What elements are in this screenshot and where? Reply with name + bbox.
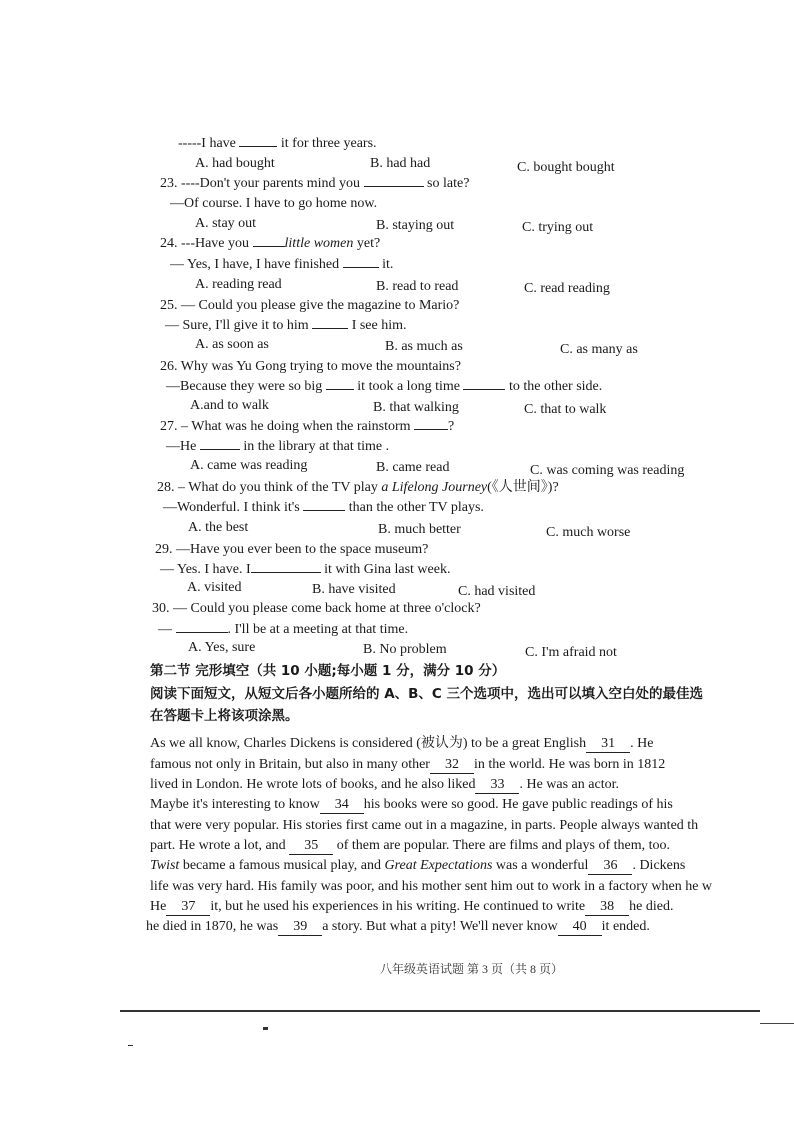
- answer-blank[interactable]: [176, 632, 228, 633]
- cloze-blank[interactable]: 35: [289, 838, 333, 855]
- scan-speck: [263, 1027, 268, 1030]
- text: — Yes, I have, I have finished: [170, 257, 343, 272]
- text: — Sure, I'll give it to him: [165, 318, 313, 333]
- answer-line: [170, 257, 393, 273]
- text: to the other side.: [505, 379, 603, 394]
- cloze-blank[interactable]: 32: [430, 757, 474, 774]
- text: I see him.: [348, 318, 407, 333]
- answer-blank[interactable]: [326, 389, 354, 390]
- question-27: [160, 419, 454, 435]
- option-c: C. that to walk: [524, 402, 607, 417]
- text: —He: [166, 439, 200, 454]
- question-number: 27.: [160, 419, 178, 434]
- text: —: [158, 622, 176, 637]
- question-number: 30.: [152, 601, 170, 616]
- passage-line: [150, 797, 673, 814]
- question-24: [160, 236, 380, 252]
- passage-text: it ended.: [601, 919, 650, 934]
- text: it.: [378, 257, 394, 272]
- passage-line: [146, 919, 650, 936]
- book-title: little women: [284, 236, 354, 251]
- cloze-blank[interactable]: 37: [166, 899, 210, 916]
- question-number: 26.: [160, 359, 178, 374]
- question-number: 29.: [155, 542, 173, 557]
- option-a: A. as soon as: [195, 337, 269, 352]
- passage-text: became a famous musical play, and: [179, 858, 385, 873]
- passage-line: [150, 777, 619, 794]
- option-c: C. read reading: [524, 281, 610, 296]
- passage-text: his books were so good. He gave public readings of his: [363, 797, 673, 812]
- section-title: 第二节 完形填空（共 10 小题;每小题 1 分，满分 10 分）: [150, 663, 506, 679]
- cloze-blank[interactable]: 34: [320, 797, 364, 814]
- question-text: — Could you please give the magazine to Mario?: [181, 298, 460, 313]
- passage-line: [150, 879, 712, 895]
- passage-line: [150, 736, 653, 753]
- passage-text: part. He wrote a lot, and: [150, 838, 290, 853]
- passage-text: he died.: [629, 899, 674, 914]
- scan-speck: [128, 1045, 133, 1046]
- cloze-blank[interactable]: 40: [558, 919, 602, 936]
- passage-text: in the world. He was born in 1812: [473, 757, 666, 772]
- question-text: ---Have you: [181, 236, 253, 251]
- answer-line: [166, 379, 602, 395]
- divider-line: [760, 1023, 794, 1024]
- passage-text: As we all know, Charles Dickens is considered (被认为) to be a great English: [150, 736, 587, 751]
- option-b: B. had had: [370, 156, 431, 171]
- question-text: so late?: [423, 176, 470, 191]
- question-23: [160, 176, 469, 192]
- passage-text: Maybe it's interesting to know: [150, 797, 320, 812]
- cloze-blank[interactable]: 38: [585, 899, 629, 916]
- answer-blank[interactable]: [200, 449, 240, 450]
- text: . I'll be at a meeting at that time.: [227, 622, 409, 637]
- work-title: Twist: [150, 858, 180, 873]
- section-instruction: 在答题卡上将该项涂黑。: [150, 708, 299, 724]
- text: it with Gina last week.: [320, 562, 451, 577]
- option-c: C. bought bought: [517, 160, 615, 175]
- text: —Because they were so big: [166, 379, 326, 394]
- option-a: A. Yes, sure: [188, 640, 256, 655]
- passage-text: a story. But what a pity! We'll never know: [322, 919, 558, 934]
- text: -----I have: [178, 136, 240, 151]
- option-a: A. visited: [187, 580, 242, 595]
- answer-blank[interactable]: [239, 146, 277, 147]
- answer-blank[interactable]: [312, 328, 348, 329]
- option-c: C. I'm afraid not: [525, 645, 617, 660]
- question-25: [160, 298, 459, 314]
- answer-line: [165, 318, 407, 334]
- option-a: A. reading read: [195, 277, 282, 292]
- passage-line: [150, 858, 685, 875]
- passage-text: was a wonderful: [492, 858, 589, 873]
- question-29: [155, 542, 428, 558]
- question-28: [157, 480, 559, 496]
- section-instruction: 阅读下面短文，从短文后各小题所给的 A、B、C 三个选项中，选出可以填入空白处的最佳选: [150, 686, 704, 702]
- question-text: —Have you ever been to the space museum?: [176, 542, 429, 557]
- answer-blank[interactable]: [463, 389, 505, 390]
- passage-line: [150, 838, 670, 855]
- answer-line: [166, 439, 389, 455]
- passage-text: it, but he used his experiences in his writing. He continued to write: [210, 899, 586, 914]
- answer-line: [163, 500, 484, 516]
- divider-line: [120, 1010, 760, 1012]
- option-c: C. trying out: [522, 220, 594, 235]
- page-footer: 八年级英语试题 第 3 页（共 8 页）: [380, 962, 564, 976]
- question-text: ?: [448, 419, 455, 434]
- cloze-blank[interactable]: 33: [475, 777, 519, 794]
- option-b: B. as much as: [385, 339, 463, 354]
- text: in the library at that time .: [239, 439, 390, 454]
- option-c: C. had visited: [458, 584, 536, 599]
- answer-blank[interactable]: [343, 267, 379, 268]
- question-30: [152, 601, 481, 617]
- passage-text: that were very popular. His stories first came out in a magazine, in parts. People always wanted th: [150, 818, 699, 833]
- option-b: B. have visited: [312, 582, 396, 597]
- option-c: C. was coming was reading: [530, 463, 685, 478]
- passage-line: [150, 757, 665, 774]
- question-text: — Could you please come back home at three o'clock?: [173, 601, 481, 616]
- passage-text: lived in London. He wrote lots of books, and he also liked: [150, 777, 476, 792]
- cloze-blank[interactable]: 31: [586, 736, 630, 753]
- answer-blank[interactable]: [251, 572, 321, 573]
- tv-play-title: a Lifelong Journey: [381, 480, 488, 495]
- question-text: – What was he doing when the rainstorm: [181, 419, 415, 434]
- answer-blank[interactable]: [364, 186, 424, 187]
- option-c: C. much worse: [546, 525, 631, 540]
- option-a: A. stay out: [195, 216, 257, 231]
- cloze-blank[interactable]: 39: [278, 919, 322, 936]
- question-text: ----Don't your parents mind you: [181, 176, 364, 191]
- text: — Yes. I have. I: [160, 562, 251, 577]
- question-number: 23.: [160, 176, 178, 191]
- question-number: 24.: [160, 236, 178, 251]
- cloze-blank[interactable]: 36: [588, 858, 632, 875]
- answer-blank[interactable]: [414, 429, 448, 430]
- passage-text: . Dickens: [632, 858, 686, 873]
- question-22-answer-line: [178, 136, 377, 152]
- passage-text: he died in 1870, he was: [146, 919, 279, 934]
- option-b: B. No problem: [363, 642, 447, 657]
- question-text: Why was Yu Gong trying to move the mountains?: [180, 359, 461, 374]
- answer-blank[interactable]: [303, 510, 345, 511]
- option-b: B. staying out: [376, 218, 455, 233]
- option-b: B. that walking: [373, 400, 459, 415]
- passage-text: of them are popular. There are films and plays of them, too.: [333, 838, 670, 853]
- passage-text: life was very hard. His family was poor, and his mother sent him out to work in a factory when he w: [150, 879, 713, 894]
- question-text: (《人世间》)?: [487, 480, 559, 495]
- question-text: yet?: [353, 236, 381, 251]
- passage-text: He: [150, 899, 167, 914]
- option-a: A.and to walk: [190, 398, 269, 413]
- answer-blank[interactable]: [253, 246, 285, 247]
- answer-line: [160, 562, 450, 578]
- text: it for three years.: [277, 136, 377, 151]
- question-number: 25.: [160, 298, 178, 313]
- question-number: 28.: [157, 480, 175, 495]
- answer-line: —Of course. I have to go home now.: [170, 196, 378, 211]
- passage-line: [150, 899, 673, 916]
- option-a: A. the best: [188, 520, 249, 535]
- option-a: A. came was reading: [190, 458, 308, 473]
- passage-text: famous not only in Britain, but also in many other: [150, 757, 430, 772]
- text: —Wonderful. I think it's: [163, 500, 304, 515]
- passage-line: [150, 818, 698, 834]
- question-26: [160, 359, 461, 375]
- option-a: A. had bought: [195, 156, 275, 171]
- question-text: – What do you think of the TV play: [178, 480, 382, 495]
- option-c: C. as many as: [560, 342, 638, 357]
- answer-line: [158, 622, 408, 638]
- text: it took a long time: [353, 379, 464, 394]
- option-b: B. read to read: [376, 279, 459, 294]
- option-b: B. came read: [376, 460, 450, 475]
- passage-text: . He: [630, 736, 654, 751]
- option-b: B. much better: [378, 522, 461, 537]
- text: than the other TV plays.: [345, 500, 484, 515]
- passage-text: . He was an actor.: [519, 777, 619, 792]
- work-title: Great Expectations: [384, 858, 493, 873]
